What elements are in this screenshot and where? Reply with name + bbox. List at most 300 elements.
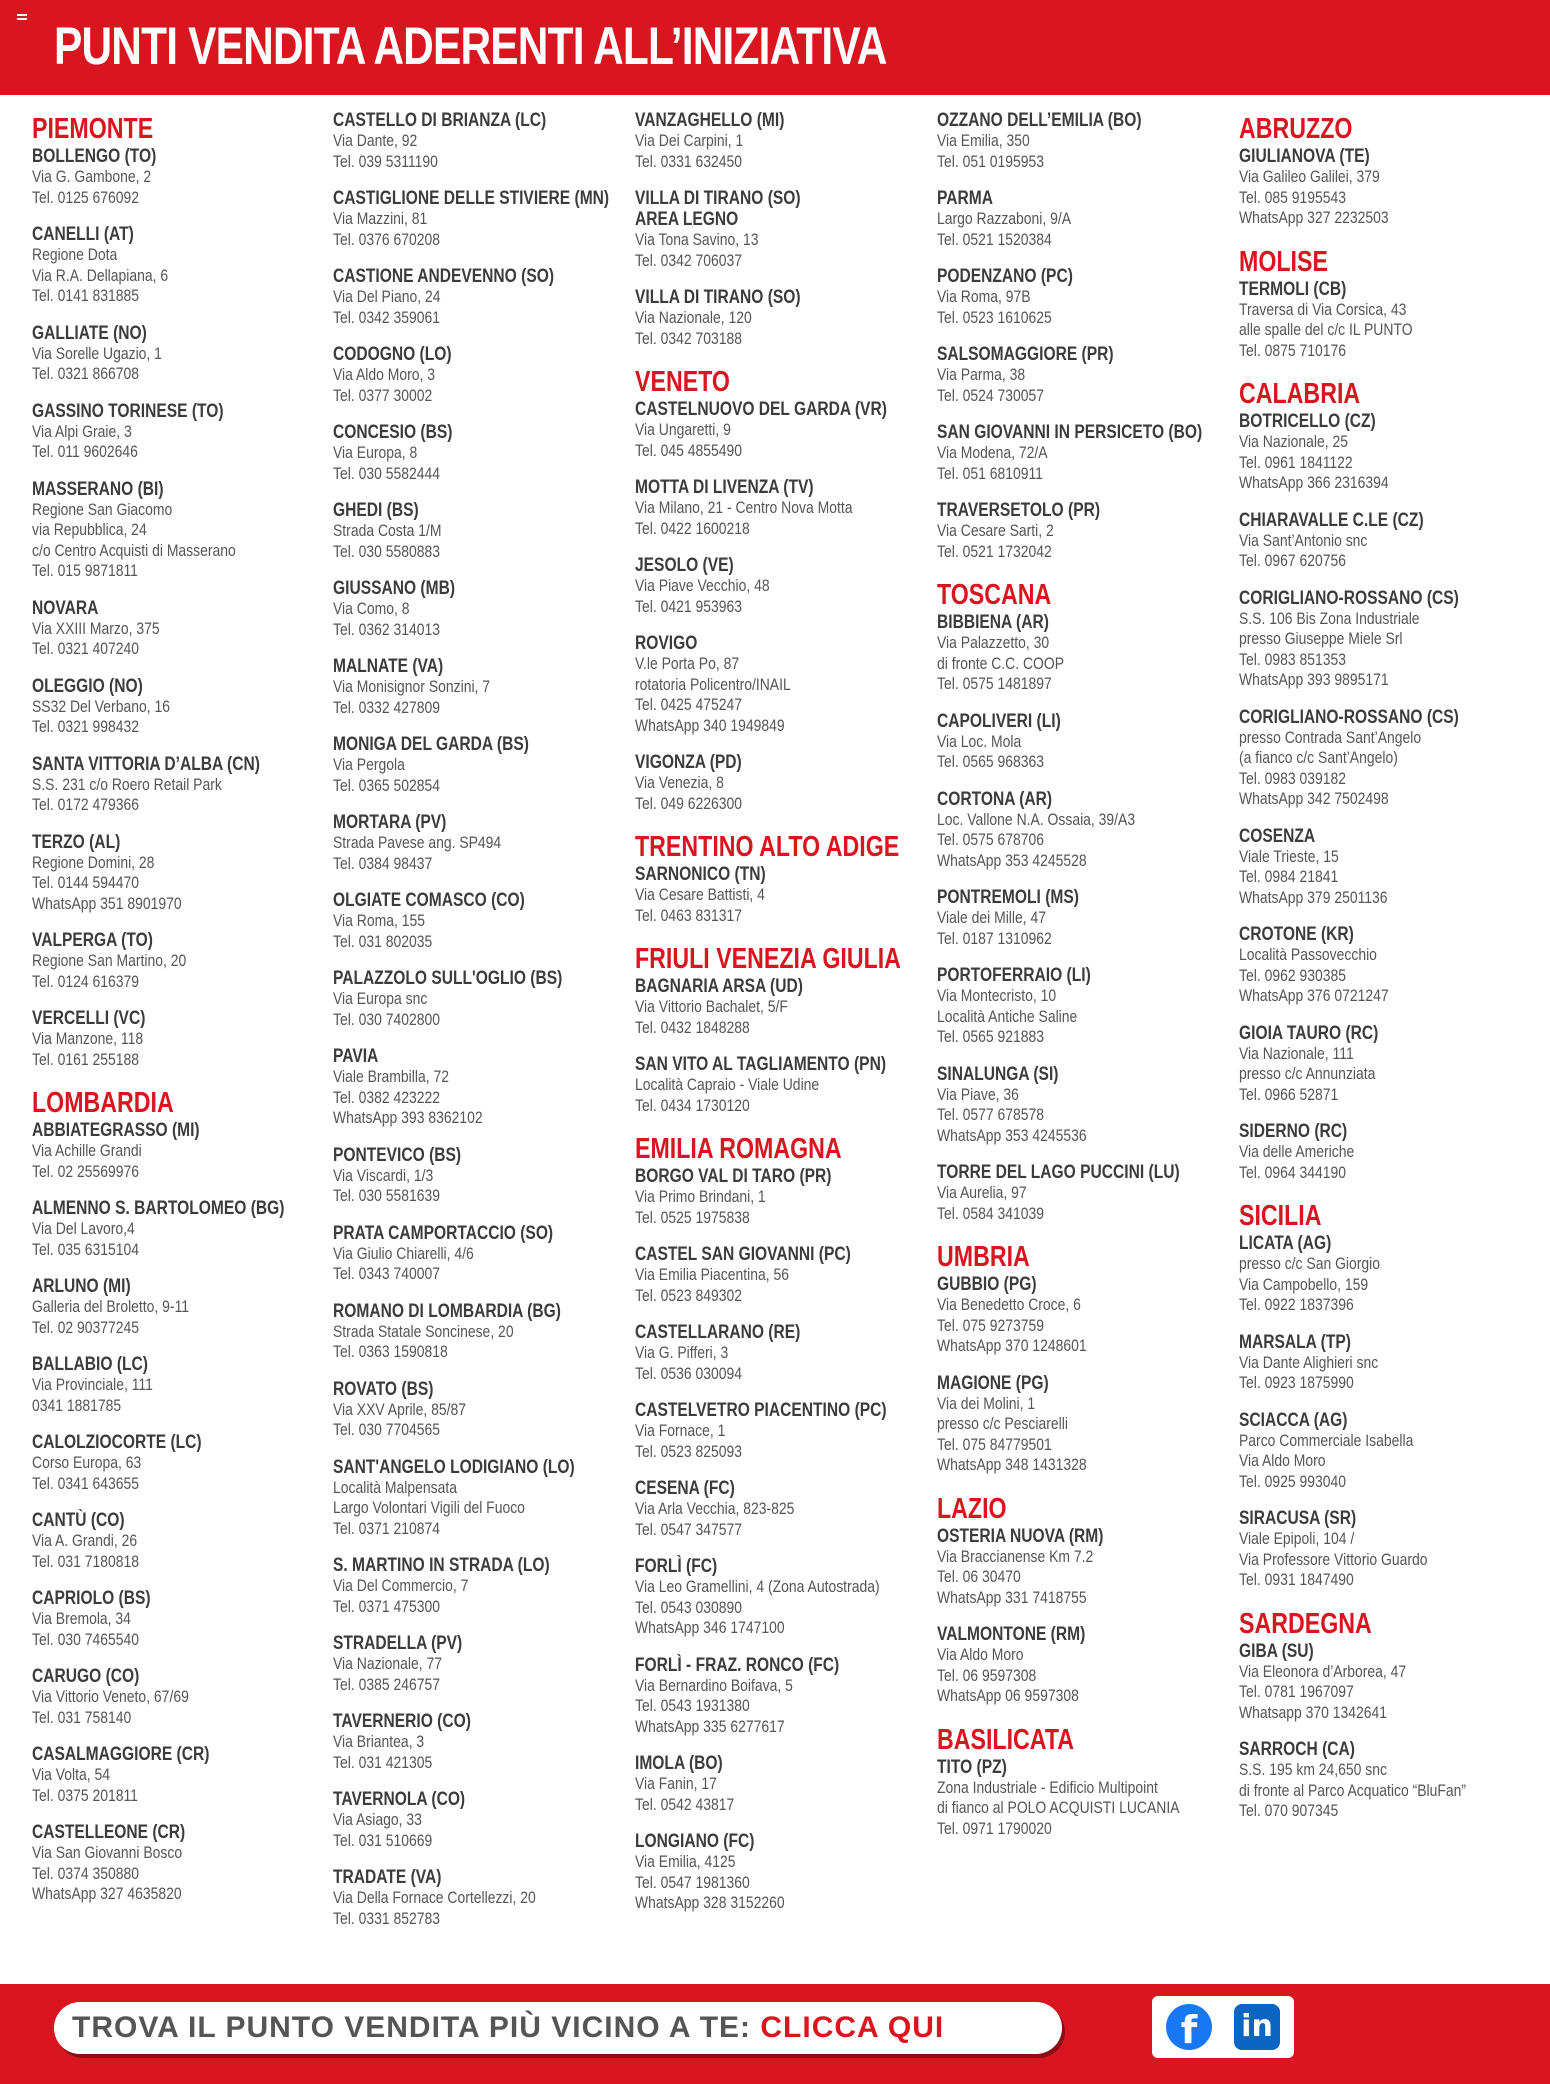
store-address: Località Capraio - Viale Udine <box>635 1075 820 1094</box>
store-phone: WhatsApp 328 3152260 <box>635 1893 785 1912</box>
store-name: PAVIA <box>333 1046 379 1067</box>
store-name: FORLÌ - FRAZ. RONCO (FC) <box>635 1654 840 1676</box>
store-address: Via Dante, 92 <box>333 131 418 150</box>
store-phone: WhatsApp 327 4635820 <box>32 1884 182 1903</box>
store-name: ROVATO (BS) <box>333 1378 434 1400</box>
store-entry <box>635 1322 925 1384</box>
store-address: Via Como, 8 <box>333 599 410 618</box>
store-phone: WhatsApp 353 4245528 <box>937 850 1087 870</box>
store-address: Via Montecristo, 10 <box>937 986 1057 1005</box>
store-name: ROMANO DI LOMBARDIA (BG) <box>333 1300 561 1322</box>
store-name: PORTOFERRAIO (LI) <box>937 965 1091 986</box>
store-address: Via Sant’Antonio snc <box>1239 530 1368 550</box>
store-address: S.S. 195 km 24,650 snc <box>1239 1760 1388 1779</box>
store-address: Viale dei Mille, 47 <box>937 908 1047 927</box>
region-heading-abruzzo: ABRUZZO <box>1239 113 1353 145</box>
store-address: Strada Costa 1/M <box>333 521 442 540</box>
store-entry <box>1239 1332 1529 1394</box>
store-address: Via Briantea, 3 <box>333 1732 425 1751</box>
store-address: Via Palazzetto, 30 <box>937 633 1050 652</box>
store-name: TRAVERSETOLO (PR) <box>937 500 1101 521</box>
store-name: MARSALA (TP) <box>1239 1331 1351 1353</box>
store-entry <box>635 555 925 617</box>
store-address: Viale Epipoli, 104 / <box>1239 1529 1355 1548</box>
store-phone: Tel. 0984 21841 <box>1239 867 1339 886</box>
store-address: V.le Porta Po, 87 <box>635 654 740 673</box>
store-entry <box>937 1757 1227 1840</box>
store-entry <box>32 1822 322 1905</box>
store-phone: WhatsApp 370 1248601 <box>937 1336 1087 1355</box>
store-phone: Tel. 031 758140 <box>32 1707 132 1727</box>
store-phone: Tel. 051 6810911 <box>937 463 1043 483</box>
store-address: di fronte C.C. COOP <box>937 653 1065 673</box>
store-address: Via Manzone, 118 <box>32 1029 144 1048</box>
store-address: Via San Giovanni Bosco <box>32 1843 183 1862</box>
store-name: PALAZZOLO SULL'OGLIO (BS) <box>333 968 563 989</box>
page-title: PUNTI VENDITA ADERENTI ALL’INIZIATIVA <box>54 17 887 76</box>
store-entry <box>333 890 623 952</box>
store-phone: Tel. 0332 427809 <box>333 697 440 717</box>
store-name: PARMA <box>937 188 993 209</box>
region-heading-friuli-venezia-giulia: FRIULI VENEZIA GIULIA <box>635 943 901 975</box>
store-entry <box>333 1457 623 1540</box>
store-address: Via XXIII Marzo, 375 <box>32 618 160 638</box>
column-2 <box>333 110 623 1945</box>
store-phone: Tel. 085 9195543 <box>1239 187 1346 207</box>
store-phone: Tel. 0124 616379 <box>32 971 139 991</box>
store-entry <box>635 1655 925 1738</box>
store-address: Via Piave, 36 <box>937 1084 1019 1104</box>
store-address: Via Galileo Galilei, 379 <box>1239 167 1380 186</box>
store-address: S.S. 231 c/o Roero Retail Park <box>32 774 222 794</box>
store-phone: Tel. 0547 1981360 <box>635 1872 750 1892</box>
store-phone: WhatsApp 366 2316394 <box>1239 473 1389 492</box>
store-entry <box>635 1400 925 1462</box>
store-entry <box>1239 279 1529 362</box>
store-phone: Tel. 0421 953963 <box>635 596 742 616</box>
store-phone: Tel. 0434 1730120 <box>635 1095 750 1115</box>
store-name: COSENZA <box>1239 825 1316 847</box>
store-phone: Tel. 0342 706037 <box>635 250 742 270</box>
store-entry <box>937 789 1227 872</box>
store-address: Regione San Martino, 20 <box>32 951 187 970</box>
store-name: OZZANO DELL’EMILIA (BO) <box>937 110 1142 131</box>
store-entry <box>635 864 925 926</box>
store-address: Via Aldo Moro <box>937 1645 1024 1664</box>
store-phone: Tel. 0547 347577 <box>635 1519 742 1539</box>
store-phone: Tel. 0141 831885 <box>32 286 139 305</box>
store-phone: Tel. 0575 678706 <box>937 830 1044 849</box>
store-name: ARLUNO (MI) <box>32 1276 131 1297</box>
store-name: STRADELLA (PV) <box>333 1633 463 1654</box>
store-entry <box>333 656 623 718</box>
store-address: presso c/c Annunziata <box>1239 1064 1376 1083</box>
store-address: di fianco al POLO ACQUISTI LUCANIA <box>937 1798 1180 1817</box>
store-entry <box>32 754 322 816</box>
header-bar <box>0 0 1550 95</box>
store-name: ALMENNO S. BARTOLOMEO (BG) <box>32 1198 285 1219</box>
store-name: TERMOLI (CB) <box>1239 278 1347 300</box>
store-address: Via Emilia Piacentina, 56 <box>635 1265 789 1284</box>
store-name: OSTERIA NUOVA (RM) <box>937 1525 1104 1547</box>
store-name: NOVARA <box>32 597 99 619</box>
store-entry <box>32 930 322 992</box>
store-name: CAPOLIVERI (LI) <box>937 710 1061 732</box>
store-address: presso c/c San Giorgio <box>1239 1254 1381 1273</box>
store-address: Via Aldo Moro, 3 <box>333 365 436 384</box>
store-phone: Tel. 0125 676092 <box>32 187 139 207</box>
click-here-link[interactable]: CLICCA QUI <box>760 2011 945 2044</box>
store-name: SIRACUSA (SR) <box>1239 1508 1357 1529</box>
store-entry <box>32 676 322 738</box>
store-name: GASSINO TORINESE (TO) <box>32 400 224 422</box>
store-entry <box>333 578 623 640</box>
store-name: CASTELLO DI BRIANZA (LC) <box>333 110 547 131</box>
store-address: Regione Dota <box>32 245 118 264</box>
store-name: S. MARTINO IN STRADA (LO) <box>333 1555 550 1576</box>
store-entry <box>32 1666 322 1728</box>
column-4 <box>937 110 1227 1855</box>
store-entry <box>635 188 925 271</box>
store-phone: Tel. 031 421305 <box>333 1752 433 1772</box>
store-address: Via Arla Vecchia, 823-825 <box>635 1499 795 1518</box>
store-phone: Tel. 0575 1481897 <box>937 674 1052 693</box>
store-phone: Tel. 075 9273759 <box>937 1315 1044 1335</box>
store-phone: Tel. 0331 632450 <box>635 151 742 171</box>
store-address: Località Passovecchio <box>1239 945 1377 964</box>
store-address: presso Contrada Sant’Angelo <box>1239 727 1422 747</box>
store-phone: Tel. 0971 1790020 <box>937 1818 1052 1838</box>
store-address: Via Primo Brindani, 1 <box>635 1187 766 1206</box>
store-phone: WhatsApp 393 9895171 <box>1239 670 1389 689</box>
store-phone: WhatsApp 06 9597308 <box>937 1686 1079 1705</box>
store-name: GIULIANOVA (TE) <box>1239 146 1370 167</box>
store-address: Via Giulio Chiarelli, 4/6 <box>333 1243 474 1263</box>
store-entry <box>333 344 623 406</box>
store-phone: Tel. 0922 1837396 <box>1239 1295 1354 1314</box>
store-address: Via Provinciale, 111 <box>32 1375 153 1394</box>
store-name: IMOLA (BO) <box>635 1753 723 1774</box>
store-name: CROTONE (KR) <box>1239 924 1354 945</box>
store-phone: Tel. 045 4855490 <box>635 440 742 460</box>
store-name: CANELLI (AT) <box>32 224 134 245</box>
store-address: Via R.A. Dellapiana, 6 <box>32 265 169 285</box>
store-address: Via Nazionale, 25 <box>1239 432 1349 451</box>
store-address: Via XXV Aprile, 85/87 <box>333 1399 467 1419</box>
store-name: GALLIATE (NO) <box>32 322 147 344</box>
store-phone: Tel. 0543 030890 <box>635 1597 742 1617</box>
store-entry <box>937 110 1227 172</box>
store-name: SARNONICO (TN) <box>635 864 766 885</box>
store-entry <box>937 1624 1227 1707</box>
store-phone: Tel. 0967 620756 <box>1239 551 1346 570</box>
store-name: CALOLZIOCORTE (LC) <box>32 1432 202 1453</box>
store-phone: Tel. 0925 993040 <box>1239 1471 1346 1491</box>
store-phone: Tel. 0376 670208 <box>333 229 440 249</box>
store-entry <box>32 479 322 582</box>
store-entry <box>32 146 322 208</box>
store-name: CESENA (FC) <box>635 1478 735 1499</box>
store-address: Via Benedetto Croce, 6 <box>937 1295 1081 1314</box>
store-name: CASTELNUOVO DEL GARDA (VR) <box>635 399 887 420</box>
store-entry <box>333 188 623 250</box>
store-address: Via Aldo Moro <box>1239 1451 1326 1470</box>
store-phone: Tel. 030 5581639 <box>333 1186 440 1205</box>
region-heading-sicilia: SICILIA <box>1239 1200 1322 1232</box>
store-name: SARROCH (CA) <box>1239 1739 1355 1760</box>
store-name: VIGONZA (PD) <box>635 752 742 773</box>
store-phone: Tel. 0931 1847490 <box>1239 1570 1354 1589</box>
store-entry <box>333 812 623 874</box>
store-address: Via Braccianense Km 7.2 <box>937 1546 1094 1566</box>
store-phone: Tel. 0342 359061 <box>333 307 440 327</box>
store-address: Via Del Commercio, 7 <box>333 1576 469 1595</box>
store-entry <box>635 1244 925 1306</box>
store-entry <box>333 110 623 172</box>
store-name: VILLA DI TIRANO (SO) <box>635 188 801 209</box>
column-1 <box>32 110 322 1921</box>
store-phone: Tel. 0343 740007 <box>333 1264 440 1283</box>
store-name: TRADATE (VA) <box>333 1867 442 1888</box>
store-entry <box>937 612 1227 695</box>
store-name: CONCESIO (BS) <box>333 422 453 443</box>
store-entry <box>1239 1023 1529 1106</box>
store-name: ABBIATEGRASSO (MI) <box>32 1120 200 1141</box>
store-address: Via Della Fornace Cortellezzi, 20 <box>333 1888 536 1907</box>
store-address: Via Sorelle Ugazio, 1 <box>32 343 162 363</box>
store-address: presso Giuseppe Miele Srl <box>1239 629 1403 648</box>
store-phone: Tel. 0321 407240 <box>32 639 139 658</box>
store-entry <box>333 1555 623 1617</box>
store-phone: Tel. 0983 851353 <box>1239 649 1346 669</box>
store-entry <box>937 1526 1227 1609</box>
store-phone: Tel. 06 9597308 <box>937 1665 1037 1685</box>
store-address: Via Achille Grandi <box>32 1141 142 1160</box>
store-entry <box>32 1120 322 1182</box>
store-phone: Tel. 0187 1310962 <box>937 928 1052 948</box>
store-address: presso c/c Pesciarelli <box>937 1414 1068 1433</box>
store-address: S.S. 106 Bis Zona Industriale <box>1239 608 1420 628</box>
store-entry <box>333 734 623 796</box>
store-entry <box>1239 1641 1529 1724</box>
store-address: Via Fanin, 17 <box>635 1774 717 1793</box>
store-address: Via dei Molini, 1 <box>937 1393 1036 1413</box>
store-phone: Tel. 0172 479366 <box>32 795 139 814</box>
store-phone: WhatsApp 393 8362102 <box>333 1108 483 1127</box>
store-phone: Tel. 0565 968363 <box>937 752 1044 771</box>
linkedin-icon[interactable]: in <box>1234 2004 1280 2050</box>
store-name: GIOIA TAURO (RC) <box>1239 1022 1379 1044</box>
store-address: Via Vittorio Veneto, 67/69 <box>32 1687 189 1706</box>
store-address: Via A. Grandi, 26 <box>32 1531 138 1550</box>
store-phone: WhatsApp 376 0721247 <box>1239 986 1389 1005</box>
store-phone: Tel. 0363 1590818 <box>333 1342 448 1361</box>
store-phone: Tel. 0384 98437 <box>333 853 433 873</box>
store-name: CARUGO (CO) <box>32 1666 140 1687</box>
store-entry <box>32 1008 322 1070</box>
find-store-button[interactable] <box>54 2002 1062 2054</box>
store-name: MAGIONE (PG) <box>937 1372 1049 1394</box>
store-address: Via Modena, 72/A <box>937 443 1048 462</box>
store-name: OLGIATE COMASCO (CO) <box>333 890 525 911</box>
store-entry <box>937 711 1227 773</box>
store-name: JESOLO (VE) <box>635 555 734 576</box>
store-phone: Tel. 0341 643655 <box>32 1473 139 1493</box>
store-entry <box>333 422 623 484</box>
store-name: SANT'ANGELO LODIGIANO (LO) <box>333 1456 575 1478</box>
store-address: Via Venezia, 8 <box>635 773 724 792</box>
store-phone: Tel. 0521 1732042 <box>937 541 1052 561</box>
column-3 <box>635 110 925 1930</box>
store-entry <box>1239 1121 1529 1183</box>
store-phone: Tel. 0525 1975838 <box>635 1207 750 1227</box>
store-address: Via Milano, 21 - Centro Nova Motta <box>635 498 853 517</box>
region-heading-molise: MOLISE <box>1239 245 1328 278</box>
store-name: CAPRIOLO (BS) <box>32 1588 151 1609</box>
store-entry <box>32 1510 322 1572</box>
store-entry <box>1239 588 1529 691</box>
store-entry <box>333 1301 623 1363</box>
store-address: Via Volta, 54 <box>32 1765 111 1784</box>
store-entry <box>635 633 925 736</box>
store-address: Via Roma, 97B <box>937 287 1031 306</box>
store-phone: Tel. 0962 930385 <box>1239 965 1346 985</box>
store-phone: WhatsApp 335 6277617 <box>635 1716 785 1736</box>
store-address: rotatoria Policentro/INAIL <box>635 674 791 694</box>
store-address: (a fianco c/c Sant’Angelo) <box>1239 748 1398 767</box>
store-name: VALPERGA (TO) <box>32 930 153 951</box>
store-address: Via Campobello, 159 <box>1239 1274 1369 1294</box>
store-name: FORLÌ (FC) <box>635 1556 718 1577</box>
cta-text: TROVA IL PUNTO VENDITA PIÙ VICINO A TE: <box>72 2011 761 2044</box>
store-phone: Tel. 0543 1931380 <box>635 1696 750 1715</box>
store-phone: WhatsApp 342 7502498 <box>1239 789 1389 808</box>
store-entry <box>937 1373 1227 1476</box>
store-address: Via Leo Gramellini, 4 (Zona Autostrada) <box>635 1577 880 1596</box>
store-entry <box>937 188 1227 250</box>
store-entry <box>333 1046 623 1129</box>
store-phone: WhatsApp 327 2232503 <box>1239 208 1389 227</box>
store-phone: Tel. 0565 921883 <box>937 1027 1044 1046</box>
store-entry <box>937 965 1227 1048</box>
store-address: Via Bernardino Boifava, 5 <box>635 1675 793 1695</box>
region-heading-lombardia: LOMBARDIA <box>32 1087 174 1119</box>
store-phone: Tel. 0371 210874 <box>333 1518 440 1538</box>
store-address: Via Dante Alighieri snc <box>1239 1352 1379 1372</box>
store-name: GUBBIO (PG) <box>937 1274 1037 1295</box>
store-address: via Repubblica, 24 <box>32 520 147 539</box>
store-phone: Tel. 02 90377245 <box>32 1317 139 1337</box>
store-address: Strada Statale Soncinese, 20 <box>333 1321 514 1341</box>
store-address: Galleria del Broletto, 9-11 <box>32 1297 190 1316</box>
store-address: Via Tona Savino, 13 <box>635 230 759 249</box>
store-address: Via Piave Vecchio, 48 <box>635 576 770 595</box>
store-name: SALSOMAGGIORE (PR) <box>937 344 1114 365</box>
store-phone: WhatsApp 340 1949849 <box>635 715 785 735</box>
store-entry <box>32 1354 322 1416</box>
store-name: VALMONTONE (RM) <box>937 1624 1086 1645</box>
store-address: Corso Europa, 63 <box>32 1453 142 1472</box>
store-address: Via Nazionale, 111 <box>1239 1043 1354 1063</box>
store-phone: Tel. 0382 423222 <box>333 1087 440 1107</box>
store-address: Via Mazzini, 81 <box>333 209 428 228</box>
store-name: PONTREMOLI (MS) <box>937 887 1079 908</box>
store-address: alle spalle del c/c IL PUNTO <box>1239 320 1413 339</box>
store-phone: Tel. 0374 350880 <box>32 1863 139 1883</box>
store-name: ROVIGO <box>635 633 698 654</box>
store-phone: 0341 1881785 <box>32 1395 122 1415</box>
store-address: Via Roma, 155 <box>333 911 425 930</box>
store-entry <box>32 323 322 385</box>
region-heading-lazio: LAZIO <box>937 1492 1007 1525</box>
store-name: TITO (PZ) <box>937 1756 1007 1778</box>
store-entry <box>635 1054 925 1116</box>
store-phone: Tel. 06 30470 <box>937 1567 1021 1586</box>
store-entry <box>1239 146 1529 229</box>
facebook-icon[interactable]: f <box>1166 2004 1212 2050</box>
region-heading-trentino-alto-adige: TRENTINO ALTO ADIGE <box>635 831 900 863</box>
store-phone: Tel. 0923 1875990 <box>1239 1373 1354 1392</box>
store-entry <box>333 1145 623 1207</box>
store-address: Via Europa snc <box>333 989 428 1008</box>
store-entry <box>1239 826 1529 909</box>
store-name: BAGNARIA ARSA (UD) <box>635 976 803 997</box>
store-address: Via Professore Vittorio Guardo <box>1239 1549 1428 1569</box>
store-address: Via G. Gambone, 2 <box>32 167 152 186</box>
store-address: Largo Razzaboni, 9/A <box>937 209 1072 228</box>
store-name: OLEGGIO (NO) <box>32 675 143 697</box>
store-address: Loc. Vallone N.A. Ossaia, 39/A3 <box>937 809 1136 829</box>
store-phone: Tel. 030 5582444 <box>333 463 440 483</box>
store-address: Località Antiche Saline <box>937 1006 1078 1026</box>
store-entry <box>333 500 623 562</box>
store-phone: Tel. 0463 831317 <box>635 905 742 925</box>
store-phone: Tel. 0577 678578 <box>937 1105 1044 1124</box>
store-address: Via Viscardi, 1/3 <box>333 1165 434 1185</box>
store-name: BOLLENGO (TO) <box>32 146 157 167</box>
store-name: MORTARA (PV) <box>333 812 447 833</box>
store-address: Via Del Lavoro,4 <box>32 1219 135 1238</box>
region-heading-veneto: VENETO <box>635 366 730 398</box>
store-name: MOTTA DI LIVENZA (TV) <box>635 477 814 498</box>
menu-icon[interactable] <box>17 14 27 23</box>
store-address: Via Aurelia, 97 <box>937 1183 1027 1202</box>
store-entry <box>1239 411 1529 494</box>
store-name: MASSERANO (BI) <box>32 478 164 500</box>
store-phone: Tel. 0781 1967097 <box>1239 1682 1354 1701</box>
store-address: Via Nazionale, 120 <box>635 308 752 327</box>
store-name: SANTA VITTORIA D’ALBA (CN) <box>32 753 260 775</box>
store-name: GHEDI (BS) <box>333 500 419 521</box>
store-phone: Tel. 039 5311190 <box>333 151 438 171</box>
store-phone: Tel. 035 6315104 <box>32 1239 139 1259</box>
store-phone: Tel. 0961 1841122 <box>1239 452 1353 472</box>
store-address: Via Fornace, 1 <box>635 1421 726 1440</box>
store-name: MALNATE (VA) <box>333 656 444 677</box>
store-entry <box>1239 924 1529 1007</box>
store-address: Via Alpi Graie, 3 <box>32 421 132 441</box>
store-phone: Tel. 0584 341039 <box>937 1203 1044 1223</box>
store-phone: Tel. 030 5580883 <box>333 541 440 561</box>
store-phone: Tel. 031 802035 <box>333 931 433 951</box>
store-phone: Tel. 0432 1848288 <box>635 1017 750 1037</box>
store-phone: Tel. 0331 852783 <box>333 1908 440 1928</box>
store-entry <box>635 752 925 814</box>
store-name: CASTIONE ANDEVENNO (SO) <box>333 266 555 287</box>
store-entry <box>333 1223 623 1285</box>
store-entry <box>937 500 1227 562</box>
store-entry <box>32 1432 322 1494</box>
